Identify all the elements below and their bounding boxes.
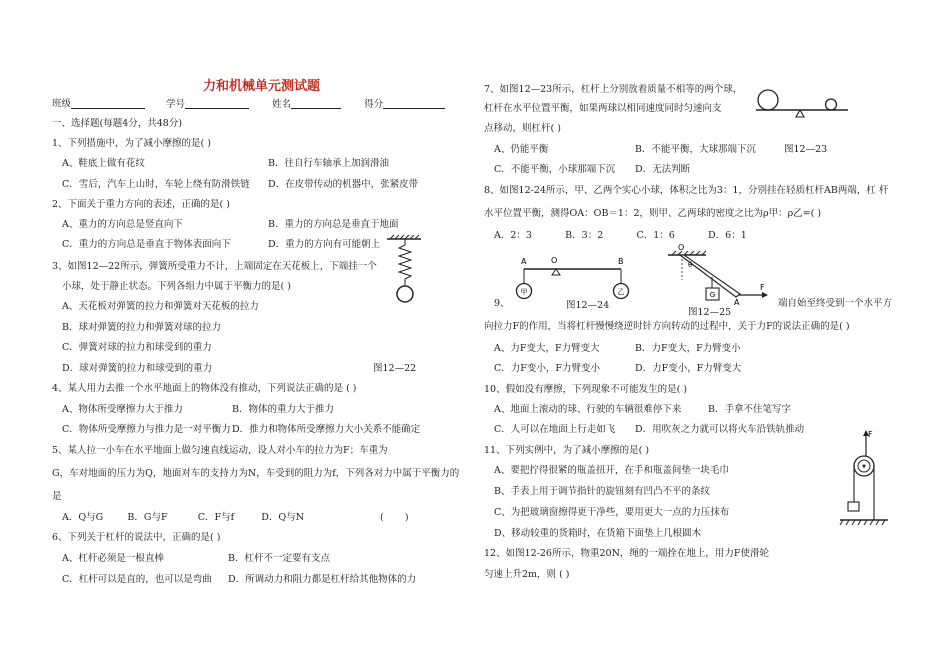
q7-option-b: B．不能平衡，大球那端下沉	[635, 144, 756, 155]
q11-stem: 11、下列实例中，为了减小摩擦的是( )	[484, 445, 650, 456]
fig24-label-A: A	[521, 257, 527, 266]
q7-option-a: A、仍能平衡	[494, 144, 549, 155]
q3-option-b: B．球对弹簧的拉力和弹簧对球的拉力	[62, 322, 221, 333]
q5-options: A．Q与G B．G与F C．F与f D．Q与N	[62, 512, 305, 523]
q1-option-b: B．往自行车轴承上加润滑油	[268, 158, 389, 169]
q3-option-d: D．球对弹簧的拉力和球受到的重力	[62, 363, 213, 374]
fig24-label-jia: 甲	[520, 288, 528, 296]
q9-option-b: B．力F变大，F力臂变小	[635, 343, 741, 354]
q7-stem-line3: 点移动，则杠杆( )	[484, 123, 561, 134]
figure-12-23-lever	[752, 86, 852, 120]
q5-stem-line2: G，车对地面的压力为Q，地面对车的支持力为N，车受到的阻力为f，下列各对力中属于平衡力的	[52, 468, 460, 479]
q1-option-c: C．雪后，汽车上山时，车轮上绕有防滑铁链	[62, 179, 250, 190]
figure-12-24-caption: 图12—24	[566, 300, 610, 311]
q7-option-c: C．不能平衡，小球那端下沉	[494, 164, 616, 175]
q6-option-d: D．所调动力和阻力都是杠杆给其他物体的力	[228, 574, 417, 585]
figure-12-22-caption: 图12—22	[373, 363, 417, 374]
fig24-label-B: B	[618, 257, 624, 266]
q12-stem-line2: 匀速上升2m，则 ( )	[484, 569, 570, 580]
q11-option-a: A、要把拧得很紧的瓶盖扭开，在手和瓶盖间垫一块毛巾	[494, 465, 729, 476]
fig25-label-O: O	[678, 243, 685, 252]
header-info	[52, 98, 445, 109]
figure-12-24-lever	[510, 253, 640, 303]
q7-stem-line1: 7、如图12—23所示，杠杆上分别放着质量不相等的两个球，	[484, 84, 743, 95]
q4-option-c: C．物体所受摩擦力与推力是一对平衡力	[62, 424, 231, 435]
q3-option-a: A、天花板对弹簧的拉力和弹簧对天花板的拉力	[62, 301, 259, 312]
fig24-label-O: O	[551, 256, 558, 265]
fig25-label-F: F	[760, 283, 765, 292]
number-blank[interactable]	[185, 98, 249, 109]
score-label: 得分	[364, 98, 384, 110]
q5-stem-line1: 5、某人拉一小车在水平地面上做匀速直线运动，设人对小车的拉力为F；车重为	[52, 445, 388, 456]
q3-option-c: C．弹簧对球的拉力和球受到的重力	[62, 342, 212, 353]
q10-option-c: C．人可以在地面上行走如飞	[494, 424, 616, 435]
figure-12-23-caption: 图12—23	[784, 144, 828, 155]
fig25-label-A: A	[734, 298, 740, 307]
fig24-label-yi: 乙	[617, 288, 625, 296]
q11-option-b: B、手表上用于调节指针的旋钮刻有凹凸不平的条纹	[494, 486, 710, 497]
q6-stem: 6、下列关于杠杆的说法中，正确的是( )	[52, 532, 221, 543]
q3-stem-line2: 小球，处于静止状态。下列各组力中属于平衡力的是( )	[62, 281, 291, 292]
q5-stem-line3: 是	[52, 491, 62, 502]
q2-option-a: A、重力的方向总是竖直向下	[62, 219, 183, 230]
q11-option-d: D、移动较重的货箱时，在货箱下面垫上几根圆木	[494, 528, 702, 539]
q4-option-d: D．推力和物体所受摩擦力大小关系不能确定	[232, 424, 421, 435]
q2-option-c: C．重力的方向总是垂直于物体表面向下	[62, 239, 231, 250]
q6-option-b: B．杠杆不一定要有支点	[228, 553, 330, 564]
score-blank[interactable]	[383, 98, 445, 109]
figure-12-25-lever	[662, 235, 772, 307]
q2-option-b: B．重力的方向总是垂直于地面	[268, 219, 399, 230]
q9-option-c: C．力F变小，F力臂变小	[494, 363, 600, 374]
q8-stem-line2: 水平位置平衡，测得OA：OB＝1：2，则甲、乙两球的密度之比为ρ甲：ρ乙=( )	[484, 208, 822, 219]
q7-option-d: D．无法判断	[635, 164, 691, 175]
q1-stem: 1、下列措施中，为了减小摩擦的是( )	[52, 138, 211, 149]
number-label: 学号	[166, 98, 186, 110]
q6-option-c: C．杠杆可以是直的，也可以是弯曲	[62, 574, 212, 585]
fig26-label-F: F	[868, 430, 873, 439]
q9-stem-line1-end: 端自始至终受到一个水平方	[778, 298, 893, 309]
q10-option-a: A、地面上滚动的球、行驶的车辆很难停下来	[494, 404, 682, 415]
q3-stem-line1: 3、如图12—22所示，弹簧所受重力不计，上端固定在天花板上，下端挂一个	[52, 261, 377, 272]
name-blank[interactable]	[291, 98, 341, 109]
q1-option-a: A、鞋底上做有花纹	[62, 158, 145, 169]
class-blank[interactable]	[71, 98, 145, 109]
q7-stem-line2: 杠杆在水平位置平衡，如果两球以相同速度同时匀速向支	[484, 103, 722, 114]
fig25-label-G: G	[709, 291, 716, 299]
q10-stem: 10、假如没有摩擦，下列现象不可能发生的是( )	[484, 384, 688, 395]
q2-stem: 2、下面关于重力方向的表述，正确的是( )	[52, 199, 230, 210]
figure-12-25-caption: 图12—25	[688, 307, 732, 318]
q9-stem-number: 9、	[494, 298, 510, 309]
figure-12-26-pulley	[838, 428, 890, 526]
q2-option-d: D．重力的方向有可能朝上	[268, 239, 381, 250]
name-label: 姓名	[272, 98, 292, 110]
figure-12-22-spring	[385, 235, 425, 307]
section-heading: 一、选择题(每题4分，共48分)	[52, 118, 183, 129]
q6-option-a: A、杠杆必须是一根直棒	[62, 553, 164, 564]
q8-stem-line1: 8、如图12-24所示，甲、乙两个实心小球，体积之比为3：1，分别挂在轻质杠杆AB两端，杠 杆	[484, 185, 889, 196]
q9-stem-line2: 向拉力F的作用，当将杠杆慢慢绕逆时针方向转动的过程中，关于力F的说法正确的是( )	[484, 321, 850, 332]
fig25-label-theta: θ	[688, 261, 693, 269]
q5-answer-paren: ( )	[380, 512, 409, 523]
q9-option-d: D．力F变小，F力臂变大	[635, 363, 742, 374]
q4-stem: 4、某人用力去推一个水平地面上的物体没有推动，下列说法正确的是 ( )	[52, 383, 357, 394]
page-title: 力和机械单元测试题	[203, 79, 321, 94]
q1-option-d: D．在皮带传动的机器中，张紧皮带	[268, 179, 419, 190]
q4-option-b: B．物体的重力大于推力	[232, 404, 334, 415]
q10-option-b: B．手拿不住笔写字	[708, 404, 791, 415]
class-label: 班级	[52, 98, 72, 110]
q10-option-d: D．用吹灰之力就可以将火车沿铁轨推动	[635, 424, 805, 435]
q8-options: A．2：3 B．3：2 C．1：6 D．6：1	[494, 230, 747, 241]
q4-option-a: A、物体所受摩擦力大于推力	[62, 404, 183, 415]
q12-stem-line1: 12、如图12-26所示，物重20N，绳的一端拴在地上，用力F使滑轮	[484, 548, 769, 559]
q11-option-c: C、为把玻璃窗擦得更干净些，要用更大一点的力压抹布	[494, 507, 730, 518]
q9-option-a: A、力F变大，F力臂变大	[494, 343, 600, 354]
